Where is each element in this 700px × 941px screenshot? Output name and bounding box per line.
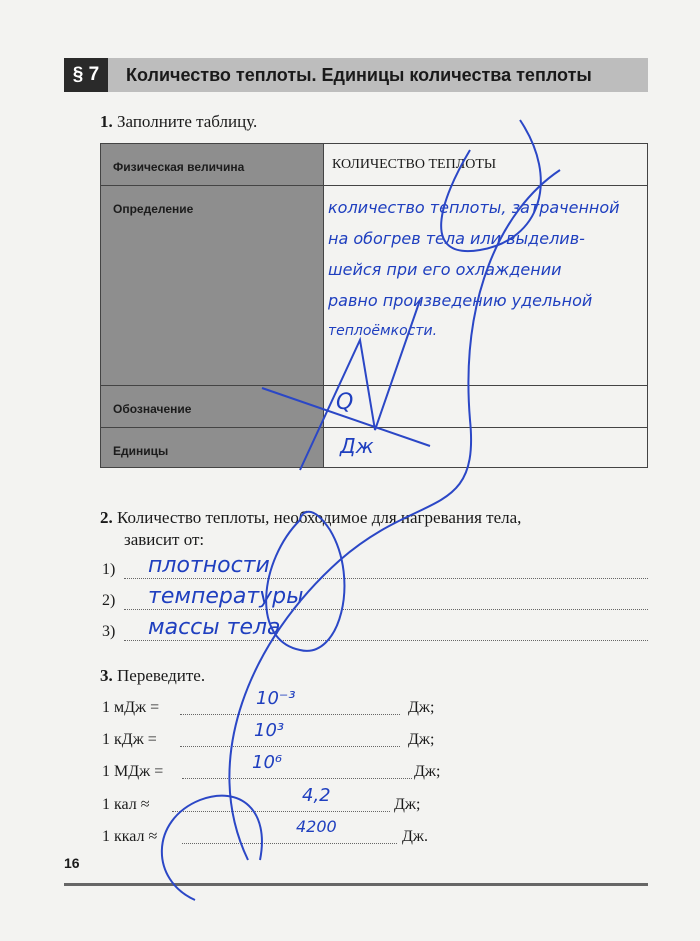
task2-answer-line-1[interactable] bbox=[124, 578, 648, 579]
task3-item-4-right: Дж; bbox=[394, 796, 421, 813]
task1-number: 1. bbox=[100, 112, 113, 131]
definition-line-3: шейся при его охлаждении bbox=[328, 260, 562, 279]
task2-item-3-num: 3) bbox=[102, 623, 116, 640]
task3-answer-5: 4200 bbox=[296, 817, 337, 836]
section-title: Количество теплоты. Единицы количества теплоты bbox=[126, 65, 592, 85]
task3-answer-line-4[interactable] bbox=[172, 811, 390, 812]
task3-item-1-right: Дж; bbox=[408, 699, 435, 716]
task3-answer-line-3[interactable] bbox=[182, 778, 412, 779]
task2-answer-2: температуры bbox=[148, 584, 304, 609]
label-units: Единицы bbox=[113, 444, 169, 458]
task2-line1: Количество теплоты, необходимое для нагревания тела, bbox=[117, 508, 522, 527]
definition-line-5: теплоёмкости. bbox=[328, 323, 438, 339]
page-number: 16 bbox=[64, 855, 80, 871]
units-answer-cell[interactable] bbox=[324, 428, 648, 468]
task2-line2: зависит от: bbox=[124, 530, 205, 549]
task3-item-2-left: 1 кДж = bbox=[102, 731, 157, 748]
bottom-rule bbox=[64, 883, 648, 886]
task2-item-2-num: 2) bbox=[102, 592, 116, 609]
task1-heading bbox=[100, 112, 257, 132]
definition-line-2: на обогрев тела или выделив- bbox=[328, 229, 585, 248]
task3-item-5-right: Дж. bbox=[402, 828, 428, 845]
task2-answer-line-2[interactable] bbox=[124, 609, 648, 610]
task3-answer-3: 10⁶ bbox=[252, 752, 283, 773]
symbol-answer: Q bbox=[336, 390, 354, 415]
task2-number: 2. bbox=[100, 508, 113, 527]
table-row-units bbox=[101, 428, 648, 468]
task2-answer-1: плотности bbox=[148, 553, 270, 578]
table-row-symbol bbox=[101, 386, 648, 428]
section-header bbox=[64, 58, 648, 92]
task3-prompt: Переведите. bbox=[117, 666, 206, 685]
label-symbol: Обозначение bbox=[113, 402, 192, 416]
task2-answer-3: массы тела bbox=[148, 615, 281, 640]
task2-heading bbox=[100, 508, 521, 528]
units-answer: Дж bbox=[340, 434, 374, 458]
task3-answer-line-2[interactable] bbox=[180, 746, 400, 747]
definition-line-4: равно произведению удельной bbox=[328, 291, 593, 310]
label-quantity: Физическая величина bbox=[113, 160, 245, 174]
task3-item-3-left: 1 МДж = bbox=[102, 763, 164, 780]
label-definition: Определение bbox=[113, 202, 194, 216]
section-number: § 7 bbox=[64, 58, 108, 92]
task3-item-2-right: Дж; bbox=[408, 731, 435, 748]
task2-answer-line-3[interactable] bbox=[124, 640, 648, 641]
task3-answer-1: 10⁻³ bbox=[256, 688, 296, 709]
task3-answer-line-1[interactable] bbox=[180, 714, 400, 715]
symbol-answer-cell[interactable] bbox=[324, 386, 648, 428]
task3-item-1-left: 1 мДж = bbox=[102, 699, 160, 716]
definition-line-1: количество теплоты, затраченной bbox=[328, 198, 620, 217]
value-quantity: КОЛИЧЕСТВО ТЕПЛОТЫ bbox=[332, 157, 497, 172]
table-row-definition bbox=[101, 186, 648, 386]
task3-answer-2: 10³ bbox=[254, 720, 285, 741]
task2-item-1-num: 1) bbox=[102, 561, 116, 578]
task3-number: 3. bbox=[100, 666, 113, 685]
task3-item-5-left: 1 ккал ≈ bbox=[102, 828, 158, 845]
task3-item-3-right: Дж; bbox=[414, 763, 441, 780]
definition-table bbox=[100, 143, 648, 468]
task3-item-4-left: 1 кал ≈ bbox=[102, 796, 150, 813]
task3-answer-4: 4,2 bbox=[302, 785, 331, 806]
task1-prompt: Заполните таблицу. bbox=[117, 112, 258, 131]
definition-answer-cell[interactable] bbox=[324, 186, 648, 386]
table-row-quantity bbox=[101, 144, 648, 186]
task3-answer-line-5[interactable] bbox=[182, 843, 397, 844]
task3-heading bbox=[100, 666, 205, 686]
